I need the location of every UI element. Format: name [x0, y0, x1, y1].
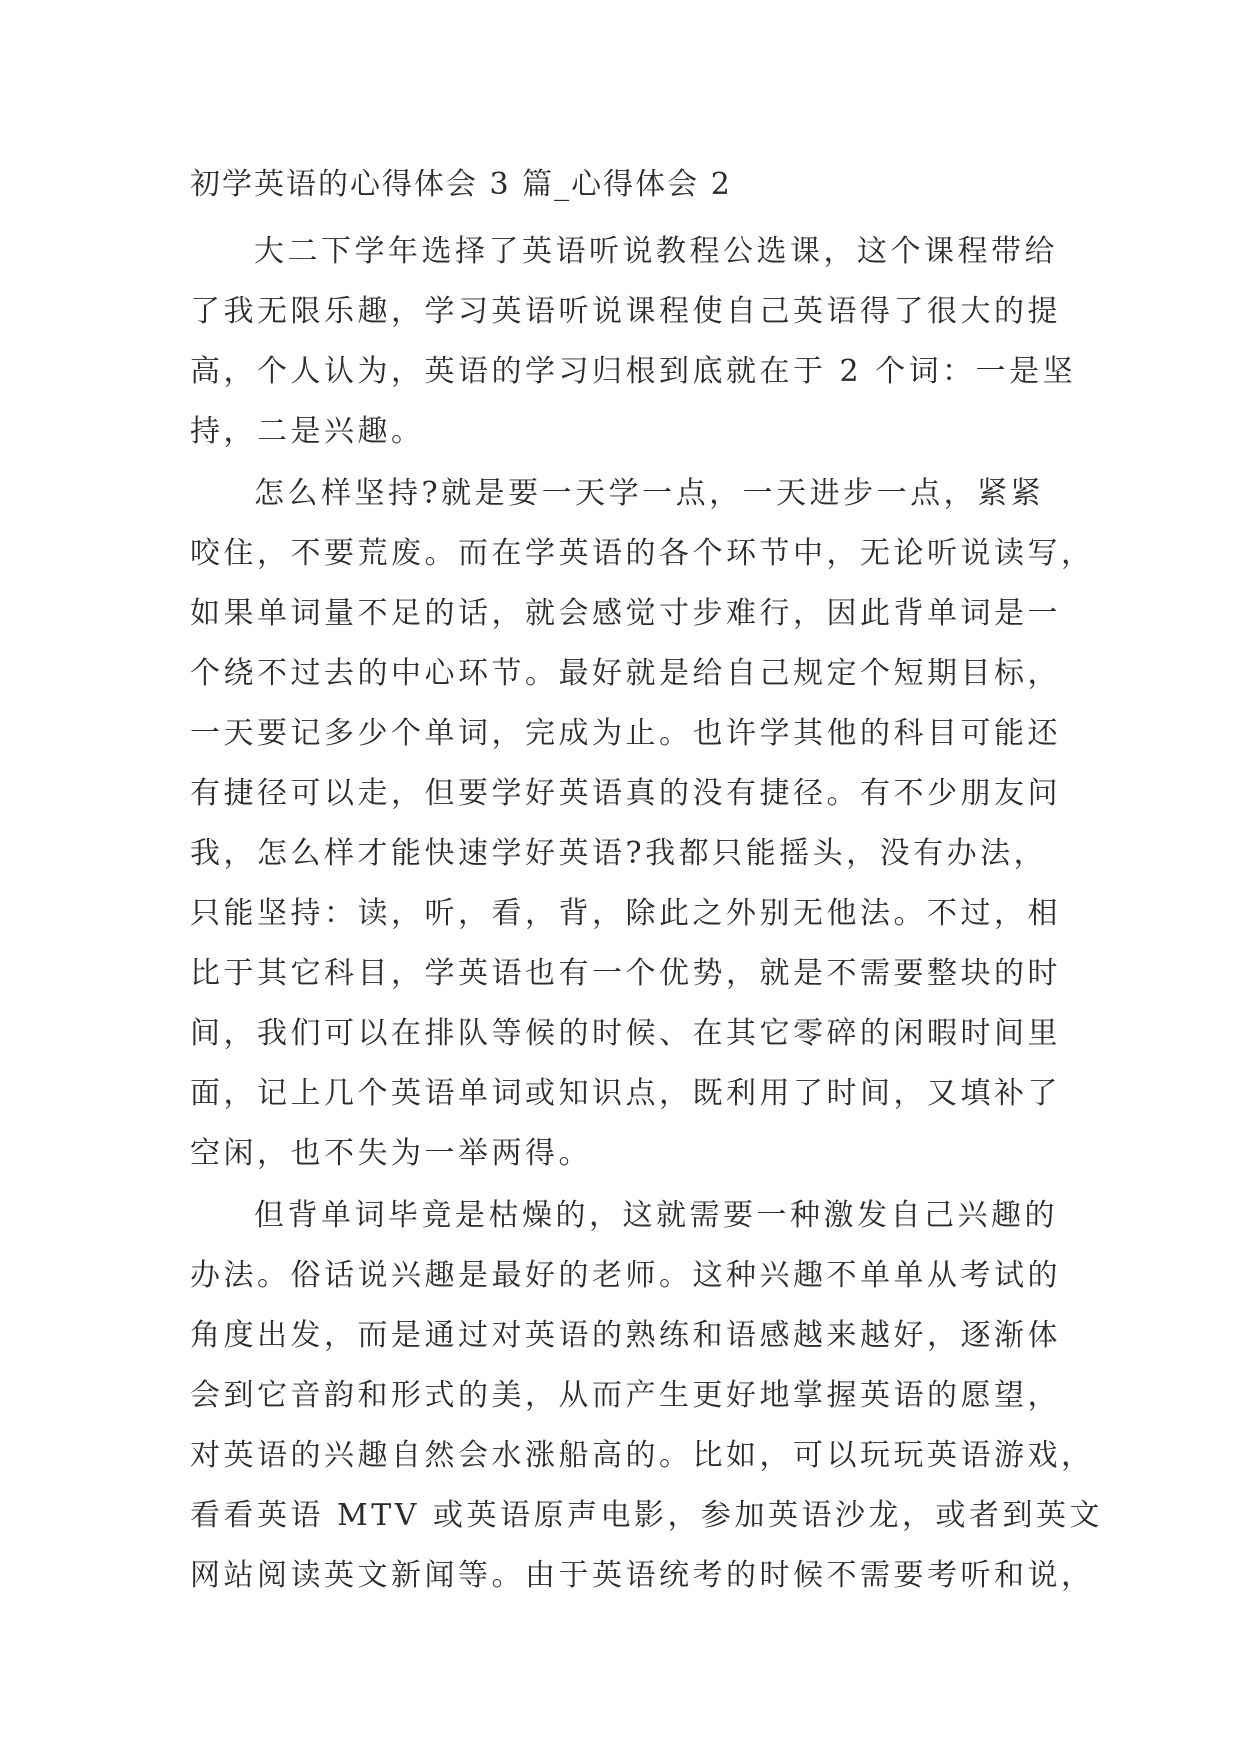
paragraph-3-line-6: 看看英语 MTV 或英语原声电影，参加英语沙龙，或者到英文: [190, 1498, 1103, 1533]
paragraph-2-line-10: 间，我们可以在排队等候的时候、在其它零碎的闲暇时间里: [190, 1016, 1061, 1051]
paragraph-1-line-4: 持，二是兴趣。: [190, 414, 425, 449]
paragraph-2-line-2: 咬住，不要荒废。而在学英语的各个环节中，无论听说读写，: [190, 536, 1095, 571]
paragraph-1-line-2: 了我无限乐趣，学习英语听说课程使自己英语得了很大的提: [190, 294, 1061, 329]
paragraph-2-line-12: 空闲，也不失为一举两得。: [190, 1136, 592, 1171]
paragraph-3-line-1: 但背单词毕竟是枯燥的，这就需要一种激发自己兴趣的: [254, 1198, 1058, 1233]
paragraph-2-line-6: 有捷径可以走，但要学好英语真的没有捷径。有不少朋友问: [190, 776, 1061, 811]
paragraph-1-line-1: 大二下学年选择了英语听说教程公选课，这个课程带给: [254, 234, 1058, 269]
paragraph-3-line-2: 办法。俗话说兴趣是最好的老师。这种兴趣不单单从考试的: [190, 1258, 1061, 1293]
paragraph-3-line-3: 角度出发，而是通过对英语的熟练和语感越来越好，逐渐体: [190, 1318, 1061, 1353]
paragraph-3-line-7: 网站阅读英文新闻等。由于英语统考的时候不需要考听和说，: [190, 1558, 1095, 1593]
paragraph-2-line-1: 怎么样坚持?就是要一天学一点，一天进步一点，紧紧: [254, 476, 1045, 511]
paragraph-2-line-8: 只能坚持：读，听，看，背，除此之外别无他法。不过，相: [190, 896, 1061, 931]
paragraph-2-line-4: 个绕不过去的中心环节。最好就是给自己规定个短期目标，: [190, 656, 1061, 691]
paragraph-2-line-7: 我，怎么样才能快速学好英语?我都只能摇头，没有办法，: [190, 836, 1048, 871]
paragraph-3-line-4: 会到它音韵和形式的美，从而产生更好地掌握英语的愿望，: [190, 1378, 1061, 1413]
paragraph-2-line-11: 面，记上几个英语单词或知识点，既利用了时间，又填补了: [190, 1076, 1061, 1111]
document-body: [190, 222, 1103, 1606]
paragraph-3-line-5: 对英语的兴趣自然会水涨船高的。比如，可以玩玩英语游戏，: [190, 1438, 1095, 1473]
document-title: 初学英语的心得体会 3 篇_心得体会 2: [190, 167, 732, 202]
paragraph-1-line-3: 高，个人认为，英语的学习归根到底就在于 2 个词：一是坚: [190, 354, 1077, 389]
paragraph-2-line-5: 一天要记多少个单词，完成为止。也许学其他的科目可能还: [190, 716, 1061, 751]
paragraph-2-line-9: 比于其它科目，学英语也有一个优势，就是不需要整块的时: [190, 956, 1061, 991]
paragraph-2-line-3: 如果单词量不足的话，就会感觉寸步难行，因此背单词是一: [190, 596, 1061, 631]
